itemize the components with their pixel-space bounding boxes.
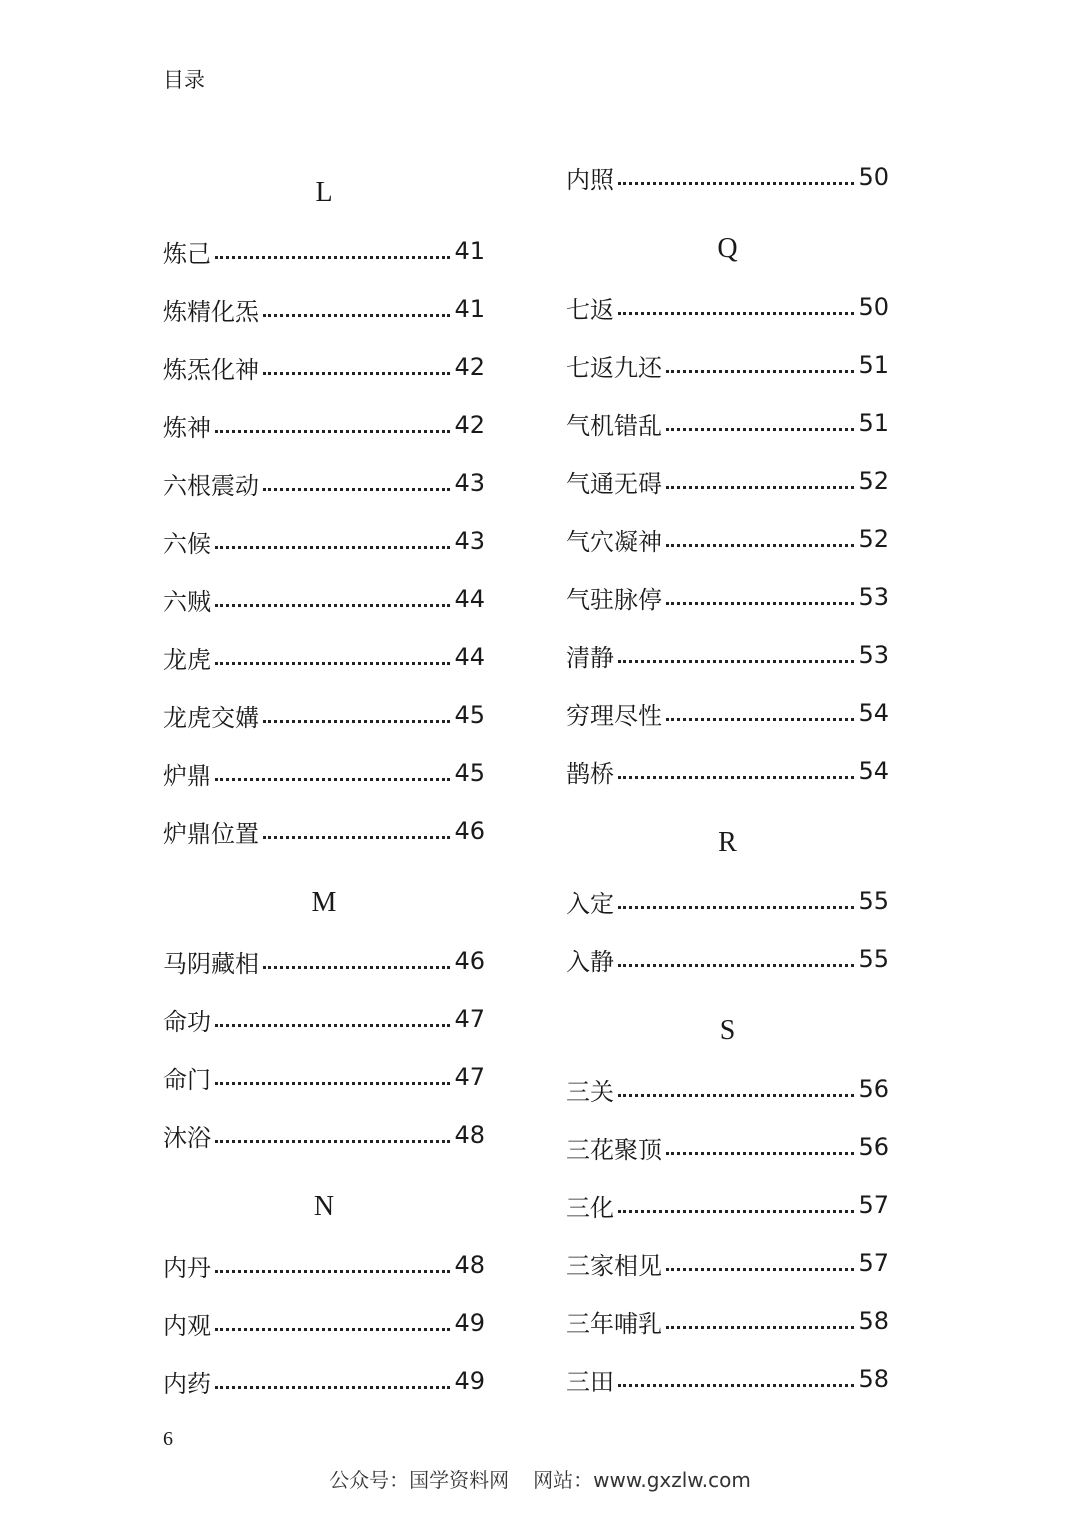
toc-entry-term: 命功 — [163, 1007, 211, 1036]
toc-entry-page: 43 — [454, 527, 485, 555]
dot-leader — [666, 601, 854, 605]
section-letter-heading: N — [313, 1191, 335, 1222]
toc-entry[interactable] — [163, 932, 485, 990]
toc-entry[interactable] — [566, 336, 889, 394]
toc-entry-page: 53 — [858, 641, 889, 669]
page-number: 6 — [163, 1428, 173, 1450]
toc-entry-term: 三年哺乳 — [566, 1309, 662, 1338]
toc-entry[interactable] — [566, 872, 889, 930]
toc-entry-term: 气穴凝神 — [566, 527, 662, 556]
toc-entry[interactable] — [163, 280, 485, 338]
toc-entry-term: 气机错乱 — [566, 411, 662, 440]
toc-entry-term: 内药 — [163, 1369, 211, 1398]
toc-column-left — [163, 164, 485, 1410]
toc-entry-page: 44 — [454, 585, 485, 613]
dot-leader — [263, 719, 450, 723]
toc-entry-term: 鹊桥 — [566, 759, 614, 788]
toc-entry-page: 49 — [454, 1309, 485, 1337]
toc-entry-page: 58 — [858, 1307, 889, 1335]
toc-entry-page: 54 — [858, 699, 889, 727]
dot-leader — [666, 543, 854, 547]
dot-leader — [618, 905, 854, 909]
toc-entry[interactable] — [566, 148, 889, 206]
toc-entry-page: 58 — [858, 1365, 889, 1393]
toc-entry-term: 炼神 — [163, 413, 211, 442]
dot-leader — [215, 1327, 450, 1331]
toc-entry-page: 45 — [454, 759, 485, 787]
dot-leader — [215, 1081, 450, 1085]
toc-entry-page: 46 — [454, 947, 485, 975]
section-letter-heading: Q — [717, 233, 738, 264]
dot-leader — [666, 485, 854, 489]
toc-entry[interactable] — [566, 1060, 889, 1118]
footer-credits — [0, 1464, 1080, 1493]
toc-entry-term: 三家相见 — [566, 1251, 662, 1280]
toc-entry-page: 57 — [858, 1249, 889, 1277]
toc-entry[interactable] — [163, 512, 485, 570]
section-letter-heading: M — [311, 887, 337, 918]
dot-leader — [618, 1093, 854, 1097]
toc-entry[interactable] — [566, 1234, 889, 1292]
page-header-title: 目录 — [163, 68, 205, 92]
toc-entry[interactable] — [566, 278, 889, 336]
toc-entry[interactable] — [566, 394, 889, 452]
toc-entry[interactable] — [163, 1352, 485, 1410]
toc-entry-page: 54 — [858, 757, 889, 785]
toc-entry-term: 三关 — [566, 1077, 614, 1106]
toc-entry-page: 49 — [454, 1367, 485, 1395]
dot-leader — [618, 1383, 854, 1387]
dot-leader — [618, 963, 854, 967]
dot-leader — [215, 429, 450, 433]
toc-entry-term: 六贼 — [163, 587, 211, 616]
toc-entry-term: 炉鼎位置 — [163, 819, 259, 848]
toc-entry-term: 七返九还 — [566, 353, 662, 382]
toc-entry-page: 44 — [454, 643, 485, 671]
toc-entry-page: 47 — [454, 1005, 485, 1033]
toc-entry-page: 51 — [858, 409, 889, 437]
dot-leader — [618, 311, 854, 315]
toc-entry-page: 53 — [858, 583, 889, 611]
toc-entry-page: 50 — [858, 163, 889, 191]
toc-entry-term: 内照 — [566, 165, 614, 194]
toc-entry-page: 57 — [858, 1191, 889, 1219]
dot-leader — [618, 181, 854, 185]
toc-entry[interactable] — [163, 802, 485, 860]
dot-leader — [263, 313, 450, 317]
toc-entry-term: 穷理尽性 — [566, 701, 662, 730]
toc-entry[interactable] — [566, 1176, 889, 1234]
section-letter-heading: L — [315, 177, 333, 208]
toc-entry-term: 命门 — [163, 1065, 211, 1094]
toc-entry-page: 50 — [858, 293, 889, 321]
section-letter-heading: S — [719, 1015, 736, 1046]
toc-entry[interactable] — [566, 742, 889, 800]
toc-entry-term: 入定 — [566, 889, 614, 918]
toc-entry[interactable] — [163, 338, 485, 396]
toc-entry-page: 46 — [454, 817, 485, 845]
toc-entry-term: 气驻脉停 — [566, 585, 662, 614]
dot-leader — [215, 603, 450, 607]
toc-entry-page: 48 — [454, 1251, 485, 1279]
dot-leader — [215, 1385, 450, 1389]
toc-entry[interactable] — [566, 1118, 889, 1176]
toc-entry-term: 六候 — [163, 529, 211, 558]
toc-entry-page: 47 — [454, 1063, 485, 1091]
toc-entry[interactable] — [163, 454, 485, 512]
dot-leader — [666, 1267, 854, 1271]
toc-entry-page: 45 — [454, 701, 485, 729]
toc-entry-page: 41 — [454, 237, 485, 265]
dot-leader — [666, 1151, 854, 1155]
toc-entry-term: 内丹 — [163, 1253, 211, 1282]
toc-entry[interactable] — [163, 1294, 485, 1352]
dot-leader — [263, 965, 450, 969]
toc-entry[interactable] — [566, 452, 889, 510]
toc-entry-page: 51 — [858, 351, 889, 379]
toc-entry[interactable] — [566, 1292, 889, 1350]
toc-entry[interactable] — [566, 930, 889, 988]
toc-entry-term: 入静 — [566, 947, 614, 976]
toc-entry-term: 气通无碍 — [566, 469, 662, 498]
dot-leader — [618, 1209, 854, 1213]
dot-leader — [666, 1325, 854, 1329]
toc-entry[interactable] — [566, 1350, 889, 1408]
toc-entry[interactable] — [566, 684, 889, 742]
toc-entry-page: 42 — [454, 411, 485, 439]
toc-entry[interactable] — [163, 222, 485, 280]
toc-entry-page: 43 — [454, 469, 485, 497]
toc-entry-term: 炼己 — [163, 239, 211, 268]
toc-entry[interactable] — [163, 1048, 485, 1106]
toc-entry-term: 三花聚顶 — [566, 1135, 662, 1164]
dot-leader — [666, 369, 854, 373]
toc-entry[interactable] — [566, 510, 889, 568]
toc-entry-term: 三田 — [566, 1367, 614, 1396]
dot-leader — [215, 545, 450, 549]
toc-entry[interactable] — [163, 1236, 485, 1294]
toc-entry[interactable] — [163, 628, 485, 686]
toc-entry-term: 七返 — [566, 295, 614, 324]
toc-entry-page: 55 — [858, 887, 889, 915]
toc-entry-term: 炉鼎 — [163, 761, 211, 790]
dot-leader — [263, 371, 450, 375]
toc-entry[interactable] — [163, 686, 485, 744]
footer-website: 网站：www.gxzlw.com — [533, 1468, 751, 1492]
section-letter-heading: R — [718, 827, 737, 858]
toc-entry-term: 炼精化炁 — [163, 297, 259, 326]
toc-entry[interactable] — [566, 568, 889, 626]
toc-entry-term: 炼炁化神 — [163, 355, 259, 384]
dot-leader — [618, 775, 854, 779]
toc-entry-term: 清静 — [566, 643, 614, 672]
toc-entry-page: 52 — [858, 525, 889, 553]
toc-entry-term: 沐浴 — [163, 1123, 211, 1152]
toc-entry-page: 48 — [454, 1121, 485, 1149]
toc-entry-page: 41 — [454, 295, 485, 323]
dot-leader — [215, 255, 450, 259]
toc-entry[interactable] — [163, 570, 485, 628]
toc-entry[interactable] — [163, 744, 485, 802]
dot-leader — [618, 659, 854, 663]
toc-entry-page: 56 — [858, 1075, 889, 1103]
dot-leader — [215, 661, 450, 665]
footer-wechat: 公众号：国学资料网 — [329, 1468, 510, 1492]
toc-entry[interactable] — [163, 990, 485, 1048]
toc-entry[interactable] — [566, 626, 889, 684]
toc-entry[interactable] — [163, 396, 485, 454]
dot-leader — [215, 1023, 450, 1027]
toc-entry-term: 三化 — [566, 1193, 614, 1222]
toc-column-right — [566, 148, 889, 1408]
toc-entry-page: 42 — [454, 353, 485, 381]
toc-entry-term: 内观 — [163, 1311, 211, 1340]
dot-leader — [263, 487, 450, 491]
toc-entry-term: 龙虎交媾 — [163, 703, 259, 732]
dot-leader — [215, 777, 450, 781]
dot-leader — [215, 1139, 450, 1143]
dot-leader — [215, 1269, 450, 1273]
toc-entry-page: 55 — [858, 945, 889, 973]
toc-entry-page: 56 — [858, 1133, 889, 1161]
toc-entry[interactable] — [163, 1106, 485, 1164]
toc-entry-term: 马阴藏相 — [163, 949, 259, 978]
dot-leader — [263, 835, 450, 839]
dot-leader — [666, 717, 854, 721]
dot-leader — [666, 427, 854, 431]
toc-entry-page: 52 — [858, 467, 889, 495]
toc-entry-term: 龙虎 — [163, 645, 211, 674]
toc-entry-term: 六根震动 — [163, 471, 259, 500]
